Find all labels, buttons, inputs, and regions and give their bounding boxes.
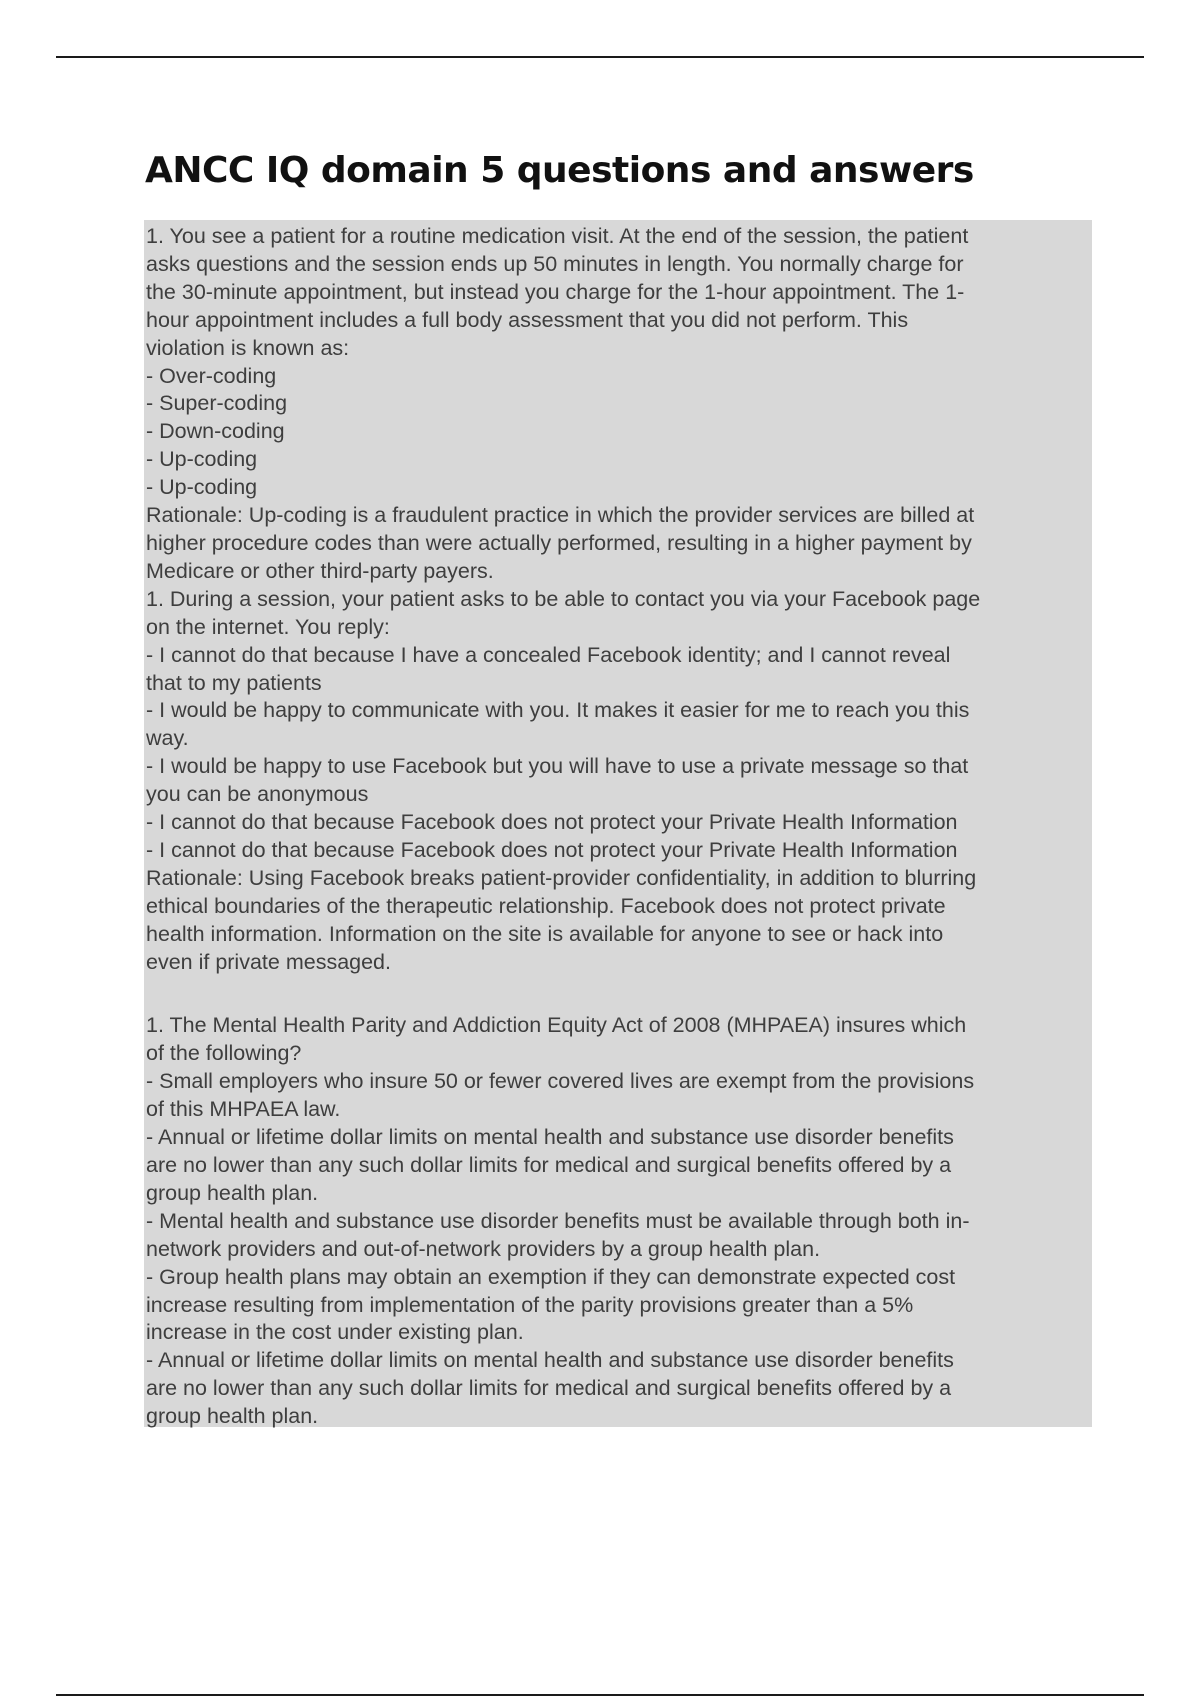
question-line: of the following? (146, 1041, 302, 1066)
question-line: on the internet. You reply: (146, 614, 390, 639)
answer-option: of this MHPAEA law. (146, 1097, 341, 1122)
answer-option: you can be anonymous (146, 782, 369, 807)
qa-content-block (144, 220, 1092, 1427)
answer-option: - Super-coding (146, 391, 288, 416)
answer-option: - Down-coding (146, 419, 285, 444)
footer-rule (56, 1694, 1144, 1696)
correct-answer: - I cannot do that because Facebook does not protect your Private Health Information (146, 837, 958, 862)
correct-answer: are no lower than any such dollar limits for medical and surgical benefits offered by a (146, 1376, 952, 1401)
answer-option: increase in the cost under existing plan. (146, 1320, 524, 1345)
answer-option: network providers and out-of-network providers by a group health plan. (146, 1236, 821, 1261)
question-block-facebook (146, 586, 1090, 977)
answer-option: group health plan. (146, 1180, 319, 1205)
answer-option: - Over-coding (146, 363, 277, 388)
question-line: hour appointment includes a full body assessment that you did not perform. This (146, 307, 909, 332)
answer-option: - Up-coding (146, 447, 258, 472)
correct-answer: group health plan. (146, 1404, 319, 1429)
rationale-line: health information. Information on the site is available for anyone to see or hack into (146, 921, 944, 946)
question-line: 1. During a session, your patient asks to be able to contact you via your Facebook page (146, 586, 981, 611)
rationale-line: Rationale: Up-coding is a fraudulent practice in which the provider services are billed at (146, 503, 975, 528)
answer-option: - Annual or lifetime dollar limits on mental health and substance use disorder benefits (146, 1125, 954, 1150)
rationale-line: Medicare or other third-party payers. (146, 558, 494, 583)
answer-option: that to my patients (146, 670, 322, 695)
question-line: the 30-minute appointment, but instead you charge for the 1-hour appointment. The 1- (146, 279, 965, 304)
answer-option: - I cannot do that because I have a concealed Facebook identity; and I cannot reveal (146, 642, 951, 667)
answer-option: - Small employers who insure 50 or fewer covered lives are exempt from the provisions (146, 1069, 975, 1094)
answer-option: - Mental health and substance use disorder benefits must be available through both in- (146, 1208, 970, 1233)
question-block-mhpaea (146, 1012, 1090, 1431)
rationale-line: ethical boundaries of the therapeutic relationship. Facebook does not protect private (146, 893, 946, 918)
question-line: asks questions and the session ends up 50 minutes in length. You normally charge for (146, 251, 964, 276)
answer-option: are no lower than any such dollar limits for medical and surgical benefits offered by a (146, 1153, 952, 1177)
answer-option: - I cannot do that because Facebook does not protect your Private Health Information (146, 810, 958, 835)
header-rule (56, 56, 1144, 58)
rationale-line: higher procedure codes than were actually performed, resulting in a higher payment by (146, 530, 972, 555)
correct-answer: - Annual or lifetime dollar limits on mental health and substance use disorder benefits (146, 1348, 954, 1373)
section-spacer (146, 976, 1090, 1012)
rationale-line: Rationale: Using Facebook breaks patient-provider confidentiality, in addition to blurring (146, 865, 977, 890)
document-title: ANCC IQ domain 5 questions and answers (145, 150, 974, 191)
answer-option: - Group health plans may obtain an exemption if they can demonstrate expected cost (146, 1264, 956, 1289)
answer-option: increase resulting from implementation of the parity provisions greater than a 5% (146, 1292, 914, 1317)
answer-option: way. (146, 726, 189, 751)
answer-option: - I would be happy to use Facebook but you will have to use a private message so that (146, 754, 969, 779)
question-block-upcoding (146, 223, 1090, 586)
question-line: 1. You see a patient for a routine medication visit. At the end of the session, the patient (146, 224, 969, 248)
correct-answer: - Up-coding (146, 475, 258, 500)
rationale-line: even if private messaged. (146, 949, 391, 974)
question-line: violation is known as: (146, 335, 350, 360)
answer-option: - I would be happy to communicate with you. It makes it easier for me to reach you this (146, 698, 970, 723)
question-line: 1. The Mental Health Parity and Addiction Equity Act of 2008 (MHPAEA) insures which (146, 1013, 967, 1038)
